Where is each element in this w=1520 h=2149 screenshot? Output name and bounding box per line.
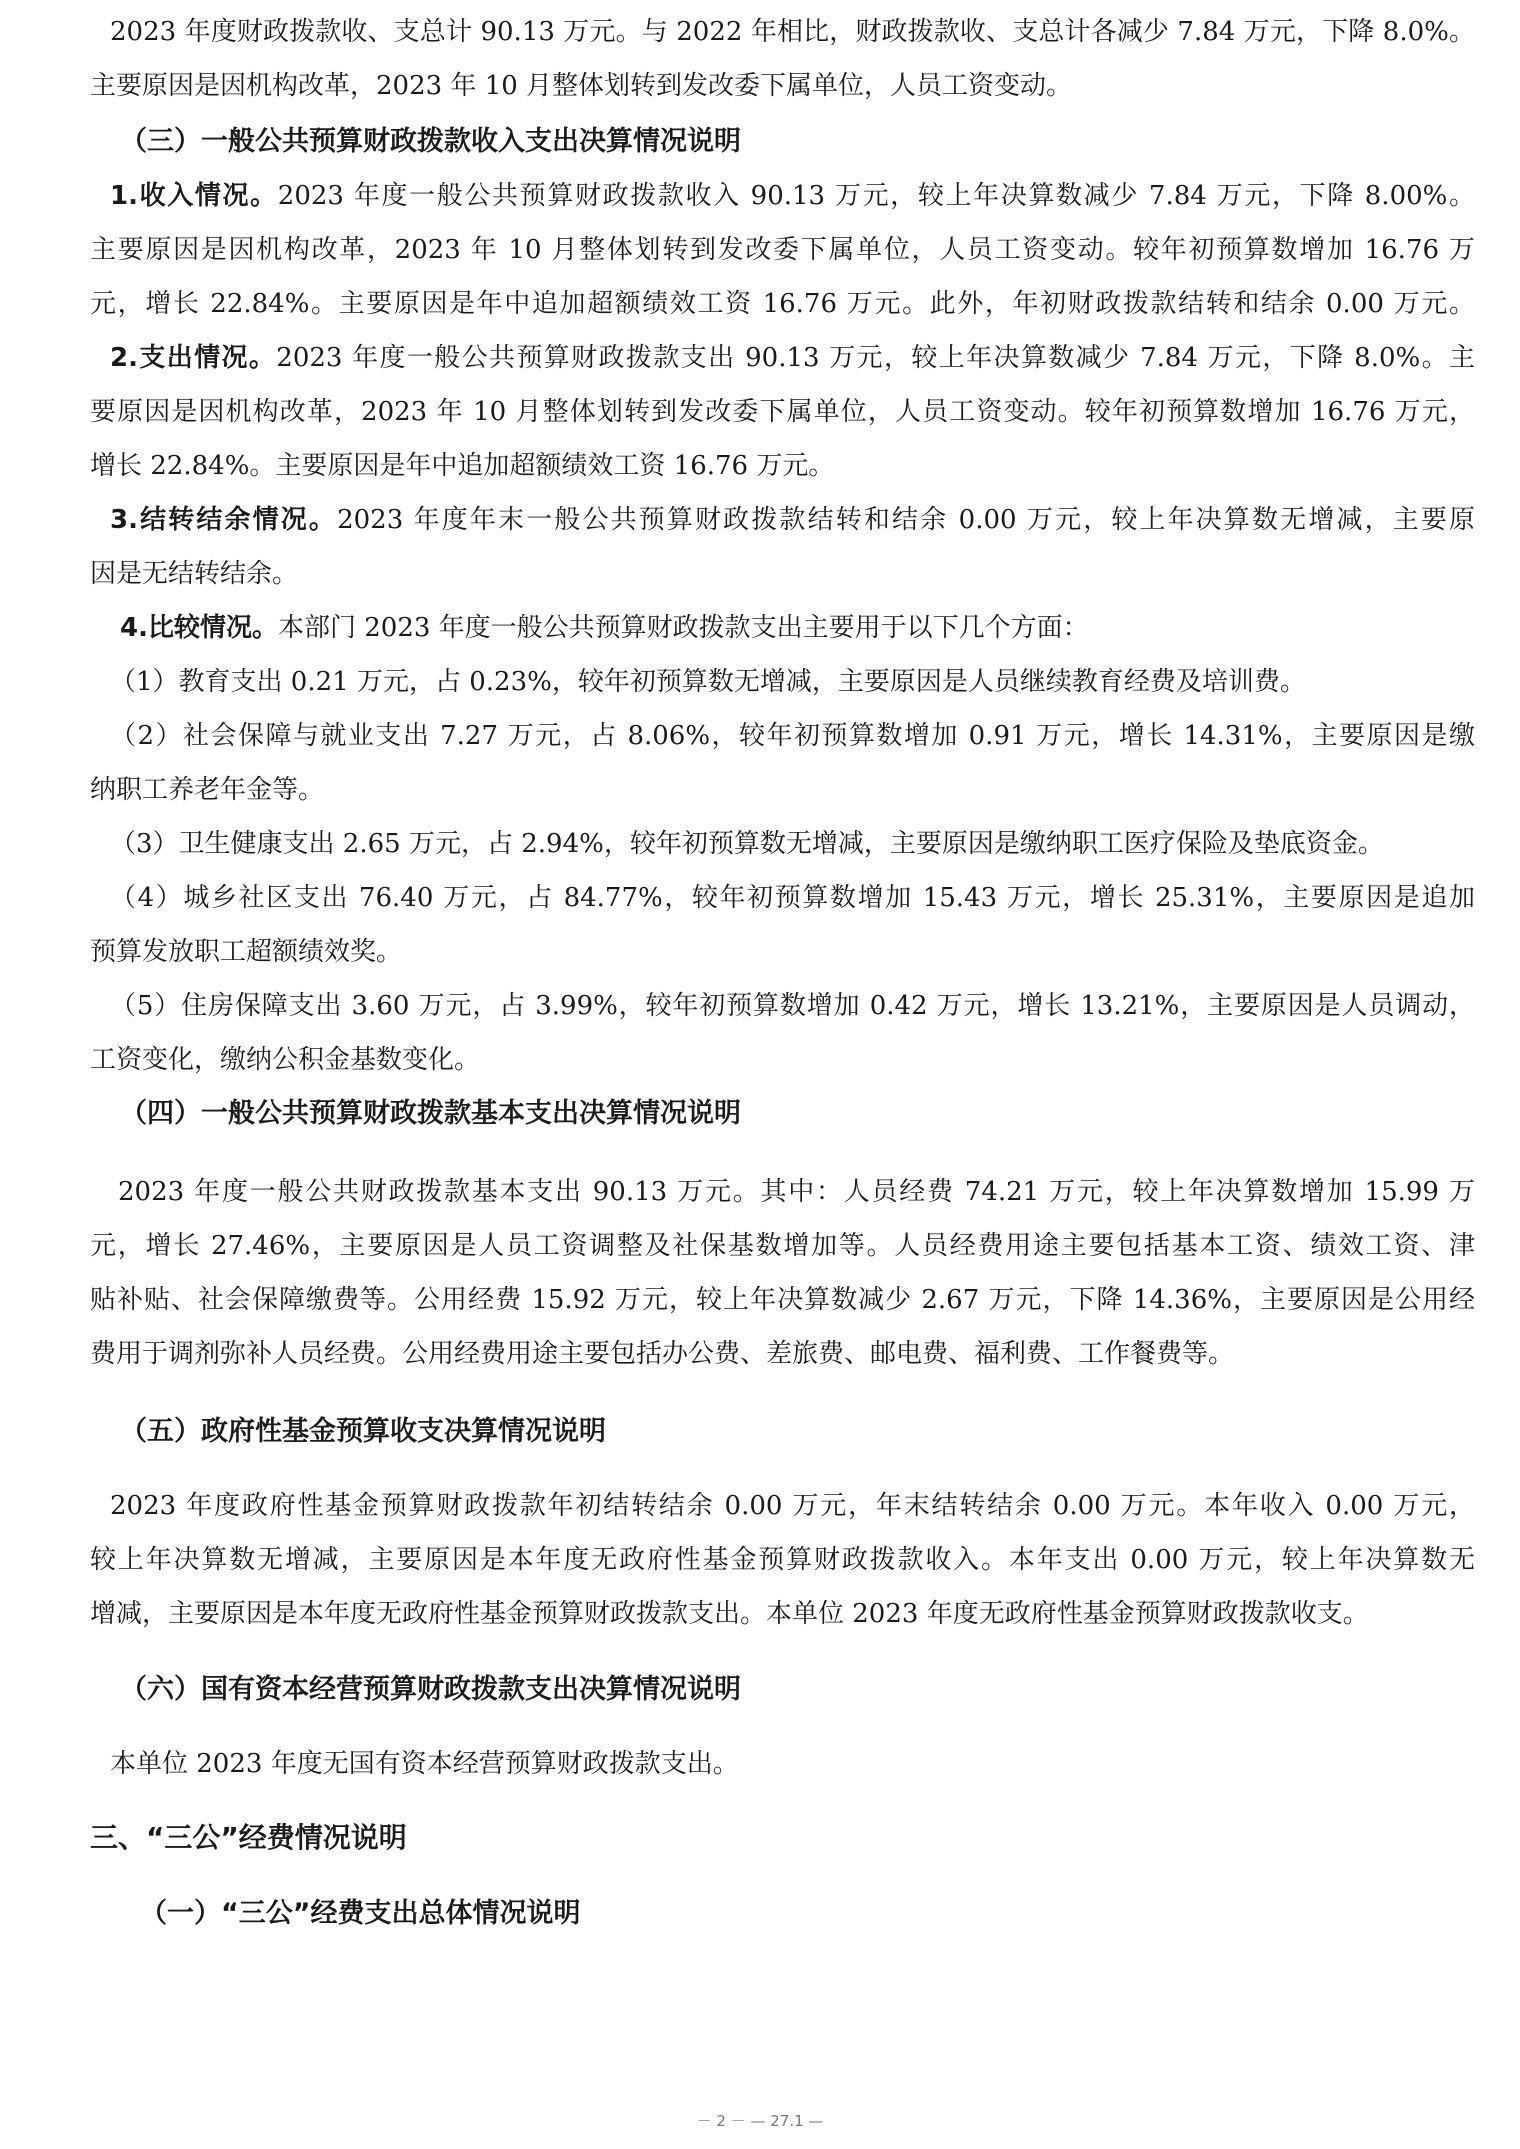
subsection-label: 3.结转结余情况。	[110, 505, 338, 535]
section-heading-6: （六）国有资本经营预算财政拨款支出决算情况说明	[120, 1674, 741, 1705]
subsection-label: 4.比较情况。	[120, 613, 278, 643]
paragraph-line: 贴补贴、社会保障缴费等。公用经费 15.92 万元，较上年决算数减少 2.67 万元，下降 14.36%，主要原因是公用经	[90, 1285, 1475, 1315]
paragraph-line: 2023 年度政府性基金预算财政拨款年初结转结余 0.00 万元，年末结转结余 0.00 万元。本年收入 0.00 万元，	[110, 1491, 1475, 1521]
list-item: （3）卫生健康支出 2.65 万元，占 2.94%，较年初预算数无增减，主要原因是缴纳职工医疗保险及垫底资金。	[110, 829, 1384, 859]
section-heading-3: （三）一般公共预算财政拨款收入支出决算情况说明	[120, 126, 741, 157]
paragraph-text: 2023 年度一般公共预算财政拨款支出 90.13 万元，较上年决算数减少 7.84 万元，下降 8.0%。主	[276, 343, 1476, 373]
paragraph-line: 费用于调剂弥补人员经费。公用经费用途主要包括办公费、差旅费、邮电费、福利费、工作餐费等。	[90, 1339, 1235, 1369]
paragraph-line	[110, 340, 1475, 376]
paragraph-line: 2023 年度一般公共财政拨款基本支出 90.13 万元。其中：人员经费 74.21 万元，较上年决算数增加 15.99 万	[118, 1177, 1475, 1207]
paragraph-line: 主要原因是因机构改革，2023 年 10 月整体划转到发改委下属单位，人员工资变动。	[90, 71, 1073, 101]
paragraph-line: 2023 年度财政拨款收、支总计 90.13 万元。与 2022 年相比，财政拨款收、支总计各减少 7.84 万元，下降 8.0%。	[110, 17, 1475, 47]
paragraph-line: 工资变化，缴纳公积金基数变化。	[90, 1045, 481, 1075]
section-heading-4: （四）一般公共预算财政拨款基本支出决算情况说明	[120, 1098, 741, 1129]
paragraph-line	[120, 610, 1475, 646]
paragraph-line: 纳职工养老年金等。	[90, 775, 325, 805]
paragraph-text: 2023 年度一般公共预算财政拨款收入 90.13 万元，较上年决算数减少 7.84 万元，下降 8.00%。	[277, 181, 1476, 211]
section-heading-sangong: （一）“三公”经费支出总体情况说明	[140, 1898, 581, 1929]
paragraph-line	[110, 502, 1475, 538]
paragraph-line: 本单位 2023 年度无国有资本经营预算财政拨款支出。	[110, 1749, 739, 1779]
paragraph-line: 因是无结转结余。	[90, 559, 299, 589]
paragraph-line: 主要原因是因机构改革，2023 年 10 月整体划转到发改委下属单位，人员工资变动。较年初预算数增加 16.76 万	[90, 235, 1475, 265]
page-footer	[0, 2110, 1520, 2131]
footer-mark: — 27.1 —	[750, 2112, 824, 2130]
paragraph-line: 较上年决算数无增减，主要原因是本年度无政府性基金预算财政拨款收入。本年支出 0.00 万元，较上年决算数无	[90, 1545, 1475, 1575]
page-number: － 2 －	[696, 2112, 746, 2130]
section-heading-5: （五）政府性基金预算收支决算情况说明	[120, 1416, 606, 1447]
list-item: （4）城乡社区支出 76.40 万元，占 84.77%，较年初预算数增加 15.43 万元，增长 25.31%，主要原因是追加	[110, 883, 1475, 913]
paragraph-line: 要原因是因机构改革，2023 年 10 月整体划转到发改委下属单位，人员工资变动。较年初预算数增加 16.76 万元，	[90, 397, 1475, 427]
paragraph-line: 元，增长 22.84%。主要原因是年中追加超额绩效工资 16.76 万元。此外，年初财政拨款结转和结余 0.00 万元。	[90, 289, 1475, 319]
paragraph-line: 元，增长 27.46%，主要原因是人员工资调整及社保基数增加等。人员经费用途主要包括基本工资、绩效工资、津	[90, 1231, 1475, 1261]
paragraph-line: 增长 22.84%。主要原因是年中追加超额绩效工资 16.76 万元。	[90, 451, 835, 481]
paragraph-line	[110, 178, 1475, 214]
list-item: （5）住房保障支出 3.60 万元，占 3.99%，较年初预算数增加 0.42 万元，增长 13.21%，主要原因是人员调动，	[110, 991, 1475, 1021]
chapter-heading: 三、“三公”经费情况说明	[90, 1821, 407, 1854]
paragraph-line: 预算发放职工超额绩效奖。	[90, 937, 403, 967]
paragraph-text: 本部门 2023 年度一般公共预算财政拨款支出主要用于以下几个方面：	[277, 613, 1089, 643]
paragraph-text: 2023 年度年末一般公共预算财政拨款结转和结余 0.00 万元，较上年决算数无增减，主要原	[337, 505, 1476, 535]
subsection-label: 1.收入情况。	[110, 181, 278, 211]
paragraph-line: 增减，主要原因是本年度无政府性基金预算财政拨款支出。本单位 2023 年度无政府性基金预算财政拨款收支。	[90, 1599, 1369, 1629]
subsection-label: 2.支出情况。	[110, 343, 277, 373]
list-item: （1）教育支出 0.21 万元，占 0.23%，较年初预算数无增减，主要原因是人员继续教育经费及培训费。	[110, 667, 1306, 697]
list-item: （2）社会保障与就业支出 7.27 万元，占 8.06%，较年初预算数增加 0.91 万元，增长 14.31%，主要原因是缴	[110, 721, 1475, 751]
